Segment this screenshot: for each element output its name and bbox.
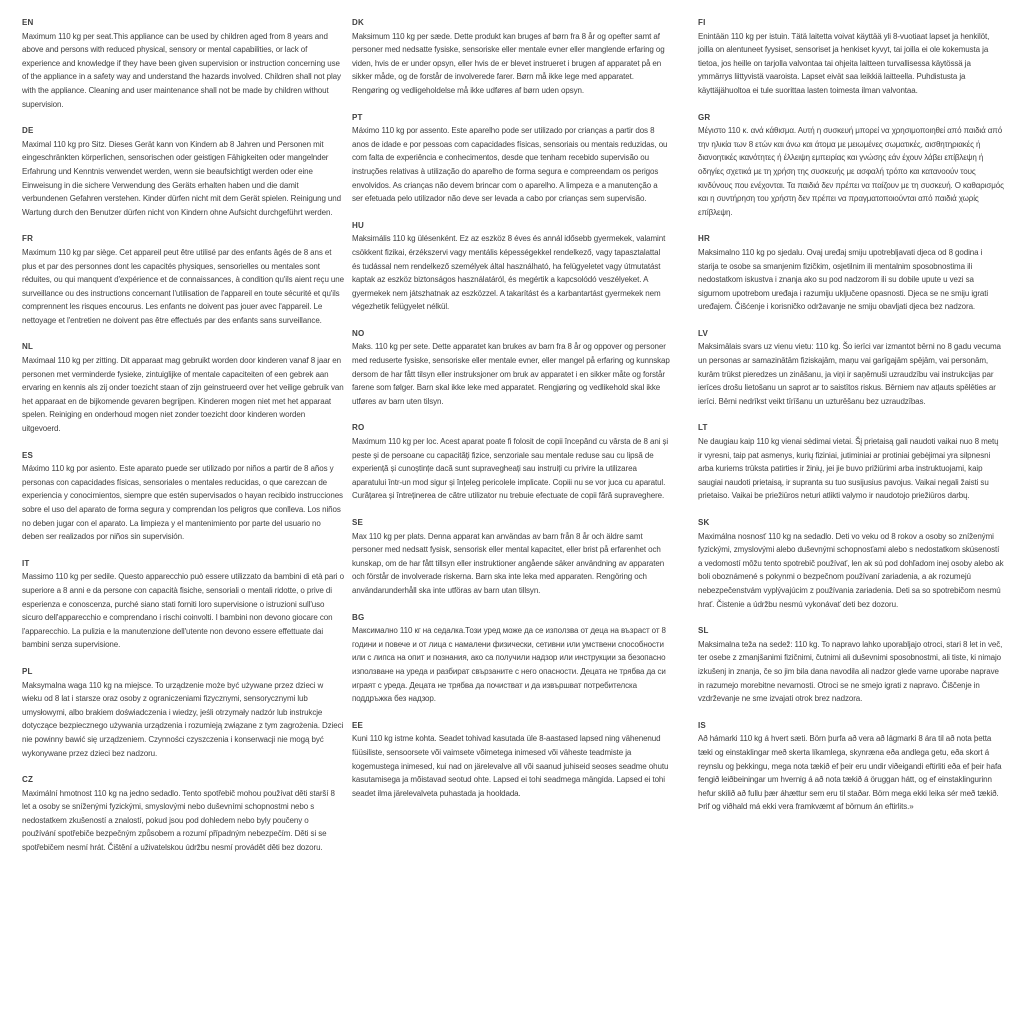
language-block-es: [22, 449, 344, 544]
language-code-label: ES: [22, 450, 34, 460]
language-block-hu: [352, 219, 670, 314]
language-code-label: HU: [352, 220, 364, 230]
safety-instructions-text: Максимално 110 кг на седалка.Този уред може да се използва от деца на възраст от 8 години и повече и от лица с намалени физически, сетивни или умствени способности или с липса на опит и познания, ако са получили надзор или инструкции за безопасно използване на уреда и разбират свързаните с него опасности. Децата не трябва да си играят с уреда. Децата не трябва да почистват и да извършват потребителска поддръжка без надзор.: [352, 626, 666, 704]
language-block-gr: [698, 111, 1004, 220]
safety-instructions-text: Μέγιστο 110 κ. ανά κάθισμα. Αυτή η συσκευή μπορεί να χρησιμοποιηθεί από παιδιά από την ηλικία των 8 ετών και άνω και άτομα με μειωμένες σωματικές, αισθητηριακές ή διανοητικές ικανότητες ή έλλειψη εμπειρίας και γνώσης εάν έχουν λάβει επίβλεψη ή οδηγίες σχετικά με τη χρήση της συσκευής με ασφαλή τρόπο και κατανοούν τους κινδύνους που ενέχονται. Τα παιδιά δεν πρέπει να παίζουν με τη συσκευή. Ο καθαρισμός και η συντήρηση του χρήστη δεν πρέπει να πραγματοποιούνται από παιδιά χωρίς επίβλεψη.: [698, 126, 1004, 217]
language-code-label: HR: [698, 234, 710, 244]
safety-instructions-text: Maximálna nosnosť 110 kg na sedadlo. Deti vo veku od 8 rokov a osoby so zníženými fyzickými, zmyslovými alebo duševnými schopnosťami alebo s nedostatkom skúseností a vedomostí môžu tento spotrebič používať, len ak sú pod dohľadom inej osoby alebo ak boli oboznámené s pokynmi o bezpečnom používaní zariadenia, a ak rozumejú nebezpečenstvám vyplývajúcim z používania zariadenia. Deti sa so spotrebičom nesmú hrať. Čistenie a údržbu nesmú vykonávať deti bez dozoru.: [698, 531, 1004, 609]
language-code-label: DK: [352, 18, 364, 27]
column-right: [698, 16, 1004, 827]
safety-instructions-text: Að hámarki 110 kg á hvert sæti. Börn þurfa að vera að lágmarki 8 ára til að nota þetta tæki og einstaklingar með skerta líkamlega, skynræna eða andlega getu, eða skort á reynslu og þekkingu, mega nota tækið ef þeir eru undir viðeigandi eftirliti eða ef þeir hafa fengið leiðbeiningar um hvernig á að nota tækið á öruggan hátt, og ef einstaklingurinn hefur skilið að fullu þær áhættur sem eru til staðar. Börn mega ekki leika sér með tækið. Þrif og viðhald má ekki vera framkvæmt af börnum án eftirlits.»: [698, 734, 1002, 812]
safety-instructions-text: Maks. 110 kg per sete. Dette apparatet kan brukes av barn fra 8 år og oppover og personer med reduserte fysiske, sensoriske eller mentale evner, eller mangel på erfaring og kunnskap dersom de har fått tilsyn eller instruksjoner om bruk av apparatet i en sikker måte og forstår farene som følger. Barn skal ikke leke med apparatet. Rengjøring og vedlikehold skal ikke utføres av barn uten tilsyn.: [352, 342, 670, 406]
language-code-label: NO: [352, 328, 365, 338]
safety-instructions-text: Maksimālais svars uz vienu vietu: 110 kg. Šo ierīci var izmantot bērni no 8 gadu vecuma un personas ar samazinātām fiziskajām, maņu vai garīgajām spējām, vai personām, kurām trūkst pieredzes un zināšanu, ja viņi ir saņēmuši uzraudzību vai instrukcijas par ierīces drošu lietošanu un saprot ar to saistītos riskus. Bērniem nav atļauts spēlēties ar ierīci. Bērni nedrīkst veikt tīrīšanu un uzturēšanu bez uzraudzības.: [698, 342, 1001, 406]
language-code-label: EN: [22, 18, 34, 27]
safety-instructions-text: Enintään 110 kg per istuin. Tätä laitetta voivat käyttää yli 8-vuotiaat lapset ja henkilöt, joilla on alentuneet fyysiset, sensoriset ja henkiset kyvyt, tai joilla ei ole kokemusta ja tietoa, jos heille on tarjolla valvontaa tai ohjeita laitteen turvallisessa käytössä ja ymmärrys liittyvistä vaaroista. Lapset eivät saa leikkiä laitteella. Puhdistusta ja käyttäjähuoltoa ei tule suorittaa lasten toimesta ilman valvontaa.: [698, 31, 990, 95]
language-code-label: NL: [22, 342, 34, 352]
safety-instructions-text: Maximum 110 kg per seat.This appliance can be used by children aged from 8 years and above and persons with reduced physical, sensory or mental capabilities, or lack of experience and knowledge if they have been given supervision or instruction concerning use of the appliance in a safety way and understand the hazards involved. Children shall not play with the appliance. Cleaning and user maintenance shall not be made by children without supervision.: [22, 31, 341, 109]
language-code-label: SL: [698, 626, 709, 636]
language-code-label: LV: [698, 328, 709, 338]
language-block-sk: [698, 516, 1004, 611]
safety-instructions-text: Maksymalna waga 110 kg na miejsce. To urządzenie może być używane przez dzieci w wieku od 8 lat i starsze oraz osoby z ograniczeniami fizycznymi, sensorycznymi lub umysłowymi, albo brakiem doświadczenia i wiedzy, jeśli otrzymały nadzór lub instrukcje dotyczące bezpiecznego używania urządzenia i rozumieją związane z tym zagrożenia. Dzieci nie powinny bawić się urządzeniem. Czynności czyszczenia i konserwacji nie mogą być wykonywane przez dzieci bez nadzoru.: [22, 680, 344, 758]
language-code-label: RO: [352, 423, 365, 433]
safety-instructions-text: Maximum 110 kg per loc. Acest aparat poate fi folosit de copii începând cu vârsta de 8 ani și peste și de persoane cu capacități fizice, senzoriale sau mentale reduse sau cu lipsă de experiență și cunoștințe dacă sunt supravegheați sau instruiți cu privire la utilizarea aparatului într-un mod sigur și înțeleg pericolele implicate. Copiii nu se vor juca cu aparatul. Curățarea și întreținerea de către utilizator nu trebuie efectuate de copii fără supraveghere.: [352, 437, 669, 501]
language-block-is: [698, 719, 1004, 814]
language-code-label: SE: [352, 518, 364, 527]
safety-instructions-text: Maksimalno 110 kg po sjedalu. Ovaj uređaj smiju upotrebljavati djeca od 8 godina i starija te osobe sa smanjenim fizičkim, osjetilnim ili mentalnim sposobnostima ili nedostatkom iskustva i znanja ako su pod nadzorom ili su dobile upute u vezi sa sigurnom upotrebom uređaja i razumiju uključene opasnosti. Djeca se ne smiju igrati uređajem. Čišćenje i korisničko održavanje ne smiju obavljati djeca bez nadzora.: [698, 247, 989, 312]
language-block-hr: [698, 232, 1004, 314]
language-code-label: BG: [352, 612, 365, 622]
language-code-label: FR: [22, 234, 34, 244]
safety-instructions-text: Maximaal 110 kg per zitting. Dit apparaat mag gebruikt worden door kinderen vanaf 8 jaar en personen met verminderde fysieke, zintuiglijke of mentale capaciteiten of een gebrek aan ervaring en kennis als zij onder toezicht staan of zijn geinstrueerd over het veilige gebruik van het apparaat en de bijkomende gevaren begrijpen. Kinderen mogen niet met het apparaat spelen. Reiniging en onderhoud mogen niet zonder toezicht door kinderen worden uitgevoerd.: [22, 356, 344, 434]
language-code-label: IT: [22, 558, 30, 568]
language-code-label: PT: [352, 112, 363, 122]
language-block-lv: [698, 327, 1004, 409]
language-block-pt: [352, 111, 670, 206]
safety-instructions-text: Maksimális 110 kg ülésenként. Ez az eszköz 8 éves és annál idősebb gyermekek, valamint csökkent fizikai, érzékszervi vagy mentális képességekkel rendelkező, vagy tapasztalattal és tudással nem rendelkező személyek által használható, ha felügyeletet vagy útmutatást kaptak az eszköz biztonságos használatáról, és megértik a kapcsolódó veszélyeket. A gyermekek nem játszhatnak az eszközzel. A takarítást és a karbantartást gyermekek nem végezhetik felügyelet nélkül.: [352, 234, 666, 312]
safety-instructions-text: Máximo 110 kg por asiento. Este aparato puede ser utilizado por niños a partir de 8 años y personas con capacidades físicas, sensoriales o mentales reducidas, o que carezcan de experiencia y conocimientos, siempre que estén supervisados o hayan recibido instrucciones sobre el uso del aparato de forma segura y comprendan los peligros que conlleva. Los niños no deben jugar con el aparato. La limpieza y el mantenimiento por parte del usuario no deben ser realizados por niños sin supervisión.: [22, 464, 343, 542]
language-block-fr: [22, 232, 344, 327]
safety-instructions-text: Massimo 110 kg per sedile. Questo apparecchio può essere utilizzato da bambini di età pari o superiore a 8 anni e da persone con capacità fisiche, sensoriali o mentali ridotte, o prive di esperienza e conoscenza, purché siano stati forniti loro supervisione o istruzioni sull'uso sicuro dell'apparecchio e comprendano i rischi coinvolti. I bambini non devono giocare con l'apparecchio. La pulizia e la manutenzione dell'utente non devono essere effettuate dai bambini senza supervisione.: [22, 572, 344, 650]
safety-instructions-text: Ne daugiau kaip 110 kg vienai sėdimai vietai. Šį prietaisą gali naudoti vaikai nuo 8 metų ir vyresni, taip pat asmenys, kurių fiziniai, jutiminiai ar protiniai gebėjimai yra silpnesni arba kuriems trūksta patirties ir žinių, jei jie buvo prižiūrimi arba instruktuojami, kaip saugiai naudoti prietaisą, ir supranta su tuo susijusius pavojus. Vaikai negali žaisti su prietaiso. Vaikai be priežiūros neturi atlikti valymo ir naudotojo priežiūros darbų.: [698, 437, 999, 501]
language-code-label: FI: [698, 18, 706, 27]
language-block-no: [352, 327, 670, 409]
language-block-fi: [698, 16, 1004, 98]
language-code-label: DE: [22, 126, 34, 136]
safety-instructions-text: Max 110 kg per plats. Denna apparat kan användas av barn från 8 år och äldre samt personer med nedsatt fysisk, sensorisk eller mental kapacitet, eller brist på erfarenhet och kunskap, om de har fått tillsyn eller instruktioner angående säker användning av apparaten och förstår de involverade riskerna. Barn ska inte leka med apparaten. Rengöring och användarunderhåll ska inte utföras av barn utan tillsyn.: [352, 531, 665, 595]
safety-instructions-text: Maksimum 110 kg per sæde. Dette produkt kan bruges af børn fra 8 år og opefter samt af personer med nedsatte fysiske, sensoriske eller mentale evner eller manglende erfaring og viden, hvis de er under opsyn, eller hvis de er blevet instrueret i brugen af apparatet på en sikker måde, og de forstår de involverede farer. Børn må ikke lege med apparatet. Rengøring og vedligeholdelse må ikke udføres af børn uden opsyn.: [352, 31, 665, 95]
language-code-label: SK: [698, 518, 710, 527]
language-block-nl: [22, 340, 344, 435]
language-block-se: [352, 516, 670, 598]
language-code-label: GR: [698, 112, 711, 122]
language-block-ee: [352, 719, 670, 801]
safety-instructions-text: Maximum 110 kg par siège. Cet appareil peut être utilisé par des enfants âgés de 8 ans et plus et par des personnes dont les capacités physiques, sensorielles ou mentales sont réduites, ou qui manquent d'expérience et de connaissances, à condition qu'ils aient reçu une surveillance ou des instructions concernant l'utilisation de l'appareil en toute sécurité et qu'ils comprennent les risques encourus. Les enfants ne doivent pas jouer avec l'appareil. Le nettoyage et l'entretien ne doivent pas être effectués par des enfants sans surveillance.: [22, 247, 344, 325]
language-block-bg: [352, 611, 670, 706]
safety-instructions-text: Maximal 110 kg pro Sitz. Dieses Gerät kann von Kindern ab 8 Jahren und Personen mit eingeschränkten körperlichen, sensorischen oder geistigen Fähigkeiten oder mangelnder Erfahrung und Kenntnis verwendet werden, wenn sie beaufsichtigt werden oder eine Einweisung in die sichere Verwendung des Geräts erhalten haben und die damit verbundenen Gefahren verstehen. Kinder dürfen nicht mit dem Gerät spielen. Reinigung und Wartung durch den Benutzer dürfen nicht von Kindern ohne Aufsicht durchgeführt werden.: [22, 139, 341, 217]
language-block-de: [22, 124, 344, 219]
language-block-dk: [352, 16, 670, 98]
language-code-label: PL: [22, 666, 33, 676]
safety-instructions-text: Máximo 110 kg por assento. Este aparelho pode ser utilizado por crianças a partir dos 8 anos de idade e por pessoas com capacidades físicas, sensoriais ou mentais reduzidas, ou com falta de experiência e conhecimentos, desde que tenham recebido supervisão ou instruções relativas à utilização do aparelho de forma segura e compreendam os perigos envolvidos. As crianças não devem brincar com o aparelho. A limpeza e a manutenção a ser efetuada pelo utilizador não deve ser levada a cabo por crianças sem supervisão.: [352, 126, 668, 204]
column-left: [22, 16, 344, 868]
safety-instructions-text: Kuni 110 kg istme kohta. Seadet tohivad kasutada üle 8-aastased lapsed ning vähenenud füüsiliste, sensoorsete või vaimsete võimetega inimesed või väheste teadmiste ja kogemustega inimesed, kui nad on järelevalve all või saanud juhiseid seoses seadme ohutu kasutamisega ja mõistavad seotud ohte. Lapsed ei tohi seadmega mängida. Lapsed ei tohi seadet ilma järelevalveta puhastada ja hooldada.: [352, 734, 669, 798]
language-code-label: IS: [698, 720, 706, 730]
language-code-label: CZ: [22, 775, 34, 785]
language-block-en: [22, 16, 344, 111]
language-block-lt: [698, 421, 1004, 503]
safety-instructions-text: Maximální hmotnost 110 kg na jedno sedadlo. Tento spotřebič mohou používat děti starší 8 let a osoby se sníženými fyzickými, smyslovými nebo duševními schopnostmi nebo s nedostatkem zkušeností a znalostí, pokud jsou pod dohledem nebo byly poučeny o používání spotřebiče bezpečným způsobem a rozumí případným nebezpečím. Děti si se spotřebičem nesmí hrát. Čištění a uživatelskou údržbu nesmí provádět děti bez dozoru.: [22, 788, 335, 853]
column-middle: [352, 16, 670, 813]
language-block-it: [22, 557, 344, 652]
language-code-label: LT: [698, 423, 708, 433]
language-block-sl: [698, 624, 1004, 706]
language-block-pl: [22, 665, 344, 760]
language-code-label: EE: [352, 720, 364, 730]
language-block-ro: [352, 421, 670, 503]
language-block-cz: [22, 773, 344, 855]
safety-instructions-text: Maksimalna teža na sedež: 110 kg. To napravo lahko uporabljajo otroci, stari 8 let in več, ter osebe z zmanjšanimi fizičnimi, čutnimi ali duševnimi sposobnostmi, ali tiste, ki nimajo izkušenj in znanja, če so jim bila dana navodila ali nadzor glede varne uporabe naprave in razumejo morebitne nevarnosti. Otroci se ne smejo igrati z napravo. Čiščenje in vzdrževanje ne sme izvajati otrok brez nadzora.: [698, 639, 1003, 704]
